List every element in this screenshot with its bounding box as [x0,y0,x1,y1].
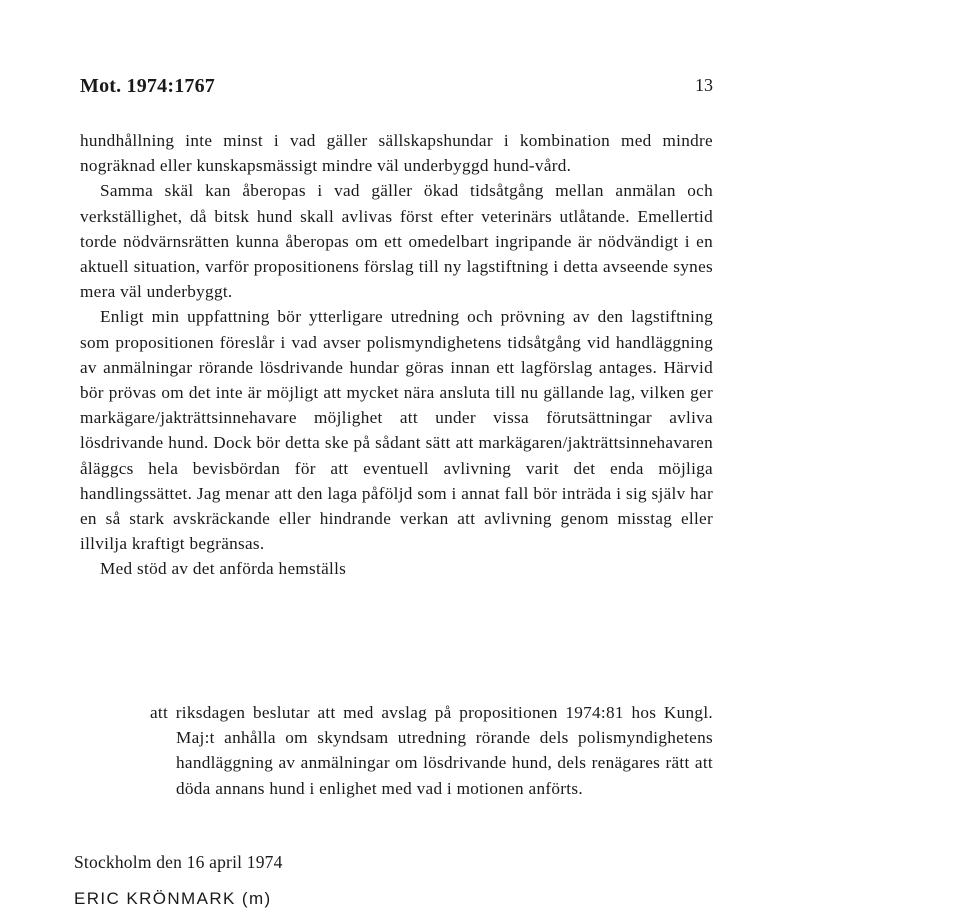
paragraph-continuation: hundhållning inte minst i vad gäller sällskapshundar i kombination med mindre nogräknad eller kunskapsmässigt mindre väl underbyggd hund-vård. [80,131,713,176]
page-header [80,75,713,105]
paragraph-opinion: Enligt min uppfattning bör ytterligare utredning och prövning av den lagstiftning som propositionen föreslår i vad avser polismyndighetens tidsåtgång vid handläggning av anmälningar rörande lösdrivande hundar göras innan ett lagförslag antages. Härvid bör prövas om det inte är möjligt att mycket nära ansluta till nu gällande lag, vilken ger markägare/jakträttsinnehavare möjlighet att under vissa förutsättningar avliva lösdrivande hund. Dock bör detta ske på sådant sätt att markägaren/jakträttsinnehavaren åläggcs hela bevisbördan för att eventuell avlivning varit det enda möjliga handlingssättet. Jag menar att den laga påföljd som i annat fall bör inträda i sig själv har en så stark avskräckande eller hindrande verkan att avlivning genom misstag eller illvilja kraftigt begränsas. [80,307,713,554]
page-number: 13 [695,75,713,95]
resolution-text: att riksdagen beslutar att med avslag på propositionen 1974:81 hos Kungl. Maj:t anhålla om skyndsam utredning rörande dels polismyndighetens handläggning av anmälningar om lösdrivande hund, dels renägares rätt att döda annans hund i enlighet med vad i motionen anförts. [150,703,713,798]
paragraph-hemstalls: Med stöd av det anförda hemställs [100,559,347,579]
signature: ERIC KRÖNMARK (m) [74,889,272,908]
place-and-date: Stockholm den 16 april 1974 [74,852,283,872]
body-text [80,128,713,582]
motion-reference: Mot. 1974:1767 [80,75,215,97]
resolution-block [150,700,713,801]
paragraph-nodvarn: Samma skäl kan åberopas i vad gäller ökad tidsåtgång mellan anmälan och verkställighet, då bitsk hund skall avlivas först efter veterinärs utlåtande. Emellertid torde nödvärnsrätten kunna åberopas om ett omedelbart ingripande är nödvändigt i en aktuell situation, varför propositionens förslag till ny lagstiftning i detta avseende synes mera väl underbyggt. [80,181,713,302]
